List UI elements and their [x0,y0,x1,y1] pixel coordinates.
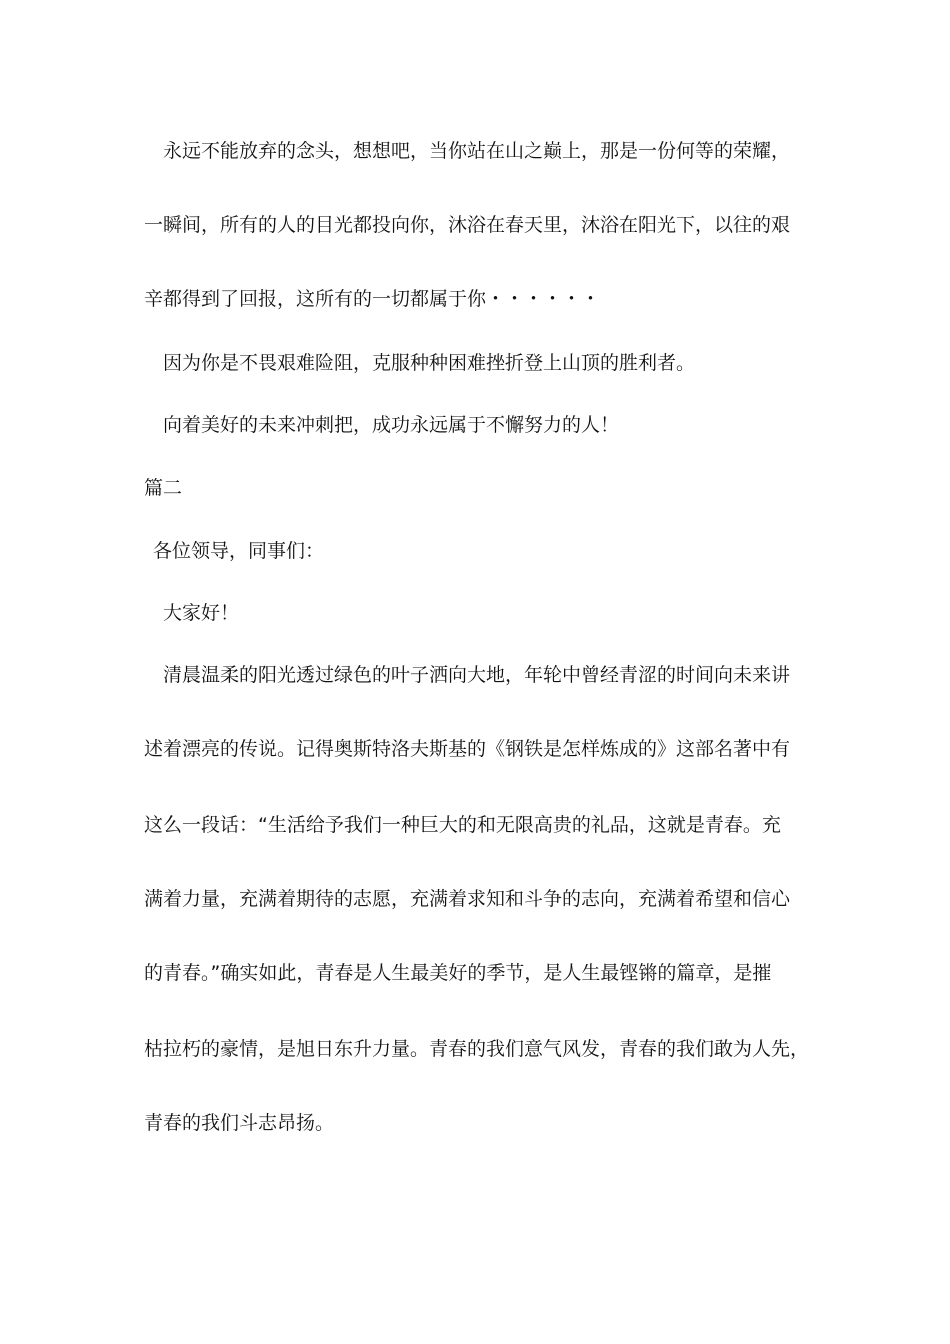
paragraph-line: 一瞬间，所有的人的目光都投向你，沐浴在春天里，沐浴在阳光下，以往的艰 [144,214,791,236]
paragraph-line: 清晨温柔的阳光透过绿色的叶子洒向大地，年轮中曾经青涩的时间向未来讲 [163,664,791,686]
paragraph-line: 青春的我们斗志昂扬。 [144,1112,335,1134]
paragraph-line: 枯拉朽的豪情，是旭日东升力量。青春的我们意气风发，青春的我们敢为人先， [144,1038,810,1060]
paragraph-line: 的青春。”确实如此，青春是人生最美好的季节，是人生最铿锵的篇章，是摧 [144,962,772,984]
paragraph-line: 述着漂亮的传说。记得奥斯特洛夫斯基的《钢铁是怎样炼成的》这部名著中有 [144,738,791,760]
section-heading: 篇二 [144,477,183,499]
paragraph-line: 辛都得到了回报，这所有的一切都属于你・・・・・・ [144,288,601,310]
salutation: 各位领导，同事们： [153,540,325,562]
paragraph-success: 向着美好的未来冲刺把，成功永远属于不懈努力的人！ [163,414,620,436]
paragraph-victor: 因为你是不畏艰难险阻，克服种种困难挫折登上山顶的胜利者。 [163,352,696,374]
greeting: 大家好！ [163,602,240,624]
paragraph-line: 这么一段话：“生活给予我们一种巨大的和无限高贵的礼品，这就是青春。充 [144,814,781,836]
paragraph-line: 满着力量，充满着期待的志愿，充满着求知和斗争的志向，充满着希望和信心 [144,888,791,910]
paragraph-line: 永远不能放弃的念头，想想吧，当你站在山之巅上，那是一份何等的荣耀， [163,140,791,162]
